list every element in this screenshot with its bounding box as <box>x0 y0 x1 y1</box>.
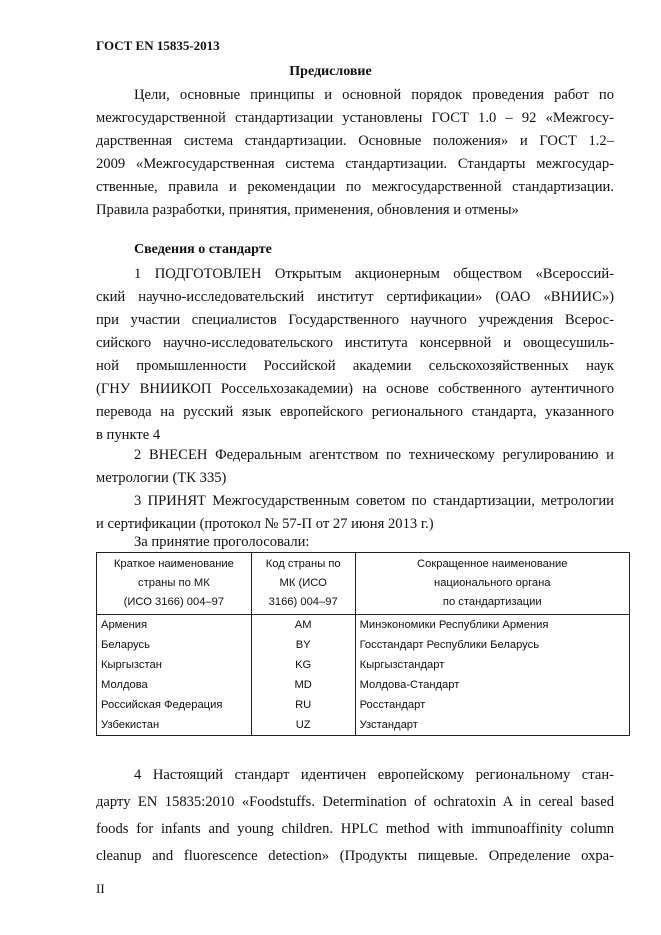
item1-line: перевода на русский язык европейского регионального стандарта, указанного <box>96 404 614 420</box>
table-header-row <box>97 553 630 615</box>
country-cell: Узбекистан <box>97 715 252 736</box>
country-cell: Кыргызстан <box>97 655 252 675</box>
body-cell: Кыргызстандарт <box>355 655 629 675</box>
country-cell: Беларусь <box>97 635 252 655</box>
item4-line: cleanup and fluorescence detection» (Продукты пищевые. Определение охра- <box>96 848 614 864</box>
code-cell: KG <box>251 655 355 675</box>
column-header-code <box>251 553 355 615</box>
body-cell: Росстандарт <box>355 695 629 715</box>
item1-line: 1 ПОДГОТОВЛЕН Открытым акционерным обществом «Всероссий- <box>134 266 614 282</box>
item2-line: метрологии (ТК 335) <box>96 470 227 486</box>
item4-line: 4 Настоящий стандарт идентичен европейскому региональному стан- <box>134 767 614 783</box>
table-row <box>97 635 630 655</box>
header-text: страны по МК <box>138 577 210 589</box>
header-text: 3166) 004–97 <box>268 596 338 608</box>
table-row <box>97 655 630 675</box>
code-cell: BY <box>251 635 355 655</box>
column-header-body <box>355 553 629 615</box>
item4-line: foods for infants and young children. HPLC method with immunoaffinity column <box>96 821 614 837</box>
item1-line: (ГНУ ВНИИКОП Россельхозакадемии) на основе собственного аутентичного <box>96 381 614 397</box>
country-cell: Молдова <box>97 675 252 695</box>
header-text: МК (ИСО <box>279 577 327 589</box>
page-number: II <box>96 881 105 896</box>
foreword-title: Предисловие <box>289 64 372 79</box>
header-text: Код страны по <box>265 558 341 570</box>
item1-line: ной промышленности Российской академии сельскохозяйственных наук <box>96 358 614 374</box>
header-text: Сокращенное наименование <box>417 558 568 570</box>
foreword-line: 2009 «Межгосударственная система стандартизации. Стандарты межгосудар- <box>96 156 614 172</box>
code-cell: MD <box>251 675 355 695</box>
foreword-line: дарственная система стандартизации. Основные положения» и ГОСТ 1.2– <box>96 133 614 149</box>
code-cell: AM <box>251 615 355 636</box>
table-row <box>97 615 630 636</box>
header-text: по стандартизации <box>442 596 542 608</box>
body-cell: Узстандарт <box>355 715 629 736</box>
item1-line: при участии специалистов Государственного научного учреждения Всерос- <box>96 312 614 328</box>
country-cell: Российская Федерация <box>97 695 252 715</box>
table-row <box>97 675 630 695</box>
header-text: национального органа <box>434 577 551 589</box>
votes-label: За принятие проголосовали: <box>134 534 310 550</box>
item3-line: и сертификации (протокол № 57-П от 27 июня 2013 г.) <box>96 516 434 532</box>
item1-line: ский научно-исследовательский институт сертификации» (ОАО «ВНИИС») <box>96 289 614 305</box>
header-text: (ИСО 3166) 004–97 <box>123 596 225 608</box>
item1-line: сийского научно-исследовательского института консервной и овощесушиль- <box>96 335 614 351</box>
body-cell: Минэкономики Республики Армения <box>355 615 629 636</box>
document-id-header: ГОСТ EN 15835-2013 <box>96 38 220 53</box>
code-cell: RU <box>251 695 355 715</box>
code-cell: UZ <box>251 715 355 736</box>
item1-line: в пункте 4 <box>96 427 161 443</box>
body-cell: Молдова-Стандарт <box>355 675 629 695</box>
foreword-line: межгосударственной стандартизации установлены ГОСТ 1.0 – 92 «Межгосу- <box>96 110 614 126</box>
header-text: Краткое наименование <box>113 558 234 570</box>
item2-line: 2 ВНЕСЕН Федеральным агентством по техническому регулированию и <box>134 447 614 463</box>
table-row <box>97 715 630 736</box>
table-row <box>97 695 630 715</box>
item3-line: 3 ПРИНЯТ Межгосударственным советом по стандартизации, метрологии <box>134 493 614 509</box>
country-cell: Армения <box>97 615 252 636</box>
standard-info-title: Сведения о стандарте <box>134 242 272 257</box>
foreword-line: Правила разработки, принятия, применения, обновления и отмены» <box>96 202 519 218</box>
body-cell: Госстандарт Республики Беларусь <box>355 635 629 655</box>
voting-countries-table <box>96 552 630 736</box>
foreword-line: Цели, основные принципы и основной порядок проведения работ по <box>134 87 614 103</box>
foreword-line: ственные, правила и рекомендации по межгосударственной стандартизации. <box>96 179 614 195</box>
column-header-country <box>97 553 252 615</box>
item4-line: дарту EN 15835:2010 «Foodstuffs. Determination of ochratoxin A in cereal based <box>96 794 614 810</box>
